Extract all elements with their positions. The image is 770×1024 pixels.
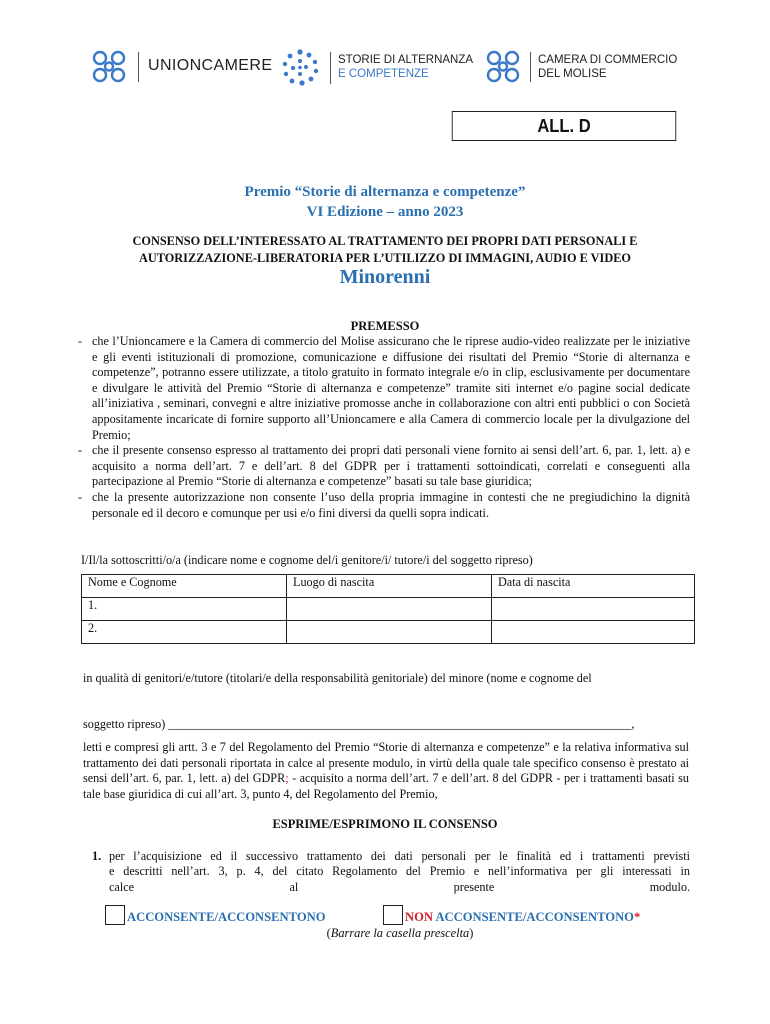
dash-bullet: - <box>78 334 83 348</box>
title-line2: VI Edizione – anno 2023 <box>306 204 464 220</box>
consent-item-number: 1. <box>92 849 102 863</box>
accept-checkbox[interactable] <box>105 905 125 925</box>
storie-line1: STORIE DI ALTERNANZA <box>338 54 474 66</box>
header-birthplace: Luogo di nascita <box>287 575 492 598</box>
signers-intro: I/Il/la sottoscritti/o/a (indicare nome e cognome del/i genitore/i/ tutore/i del soggetto ripreso) <box>81 553 533 567</box>
row-birthdate-cell[interactable] <box>492 621 695 644</box>
unioncamere-emblem-icon <box>90 48 130 86</box>
dash-bullet: - <box>78 489 83 504</box>
accept-label[interactable]: ACCONSENTE/ACCONSENTONO <box>127 910 326 924</box>
camera-emblem-icon <box>484 48 524 86</box>
camera-line2: DEL MOLISE <box>538 68 607 80</box>
heading-line1: CONSENSO DELL’INTERESSATO AL TRATTAMENTO DEI PROPRI DATI PERSONALI E <box>132 234 638 248</box>
dash-bullet: - <box>78 443 83 458</box>
storie-logo <box>280 48 480 88</box>
premesso-item: - che la presente autorizzazione non consente l’uso della propria immagine in contesti che ne pregiudichino la dignità personale ed il decoro e comunque per usi e/o fini diversi da quelli sopra indicati. <box>78 489 690 520</box>
consent-heading: ESPRIME/ESPRIMONO IL CONSENSO <box>272 817 498 831</box>
decline-checkbox[interactable] <box>383 905 403 925</box>
premesso-title: PREMESSO <box>350 319 420 333</box>
row-name-cell[interactable]: 2. <box>82 621 287 644</box>
guardian-text: in qualità di genitori/e/tutore (titolari/e della responsabilità genitoriale) del minore (nome e cognome del <box>83 671 592 685</box>
premesso-item: - che l’Unioncamere e la Camera di commercio del Molise assicurano che le riprese audio-video realizzate per le iniziative e gli eventi istituzionali di promozione, comunicazione e diffusione dei risultati del Premio “Storie di alternanza e competenze”, potranno essere utilizzate, a titolo gratuito in formato integrale e/o in clip, esclusivamente per documentare e divulgare le attività del Premio “Storie di alternanza e competenze” tramite siti internet e/o pagine social dedicate all’iniziativa , seminari, convegni e altre iniziative promosse anche in collaborazione con altri enti pubblici o con Società appositamente incaricate di fornire supporto all’Unioncamere e alla Camera di commercio locale per la divulgazione del Premio; <box>78 334 690 442</box>
consent-item-line: e descritti nell’art. 3, p. 4, del citato Regolamento del Premio e nell’informativa per gli interessati in <box>109 864 690 879</box>
consent-item-line: per l’acquisizione ed il successivo trattamento dei dati personali per le finalità ed i trattamenti previsti <box>109 849 690 863</box>
title-line1: Premio “Storie di alternanza e competenze” <box>244 184 526 200</box>
storie-dots-icon <box>280 48 320 88</box>
header-birthdate: Data di nascita <box>492 575 695 598</box>
row-name-cell[interactable]: 1. <box>82 598 287 621</box>
heading-subtitle: Minorenni <box>339 266 431 288</box>
unioncamere-logo <box>90 48 280 86</box>
premesso-item: - che il presente consenso espresso al trattamento dei propri dati personali viene fornito ai sensi dell’art. 6, par. 1, lett. a) e acquisito a norma dell’art. 7 e dell’art. 8 del GDPR per i trattamenti sottoindicati, correlati e conseguenti alla partecipazione al Premio “Storie di alternanza e competenze” basati su tale base giuridica; <box>78 443 690 489</box>
table-header-row <box>82 575 695 598</box>
unioncamere-name: UNIONCAMERE <box>148 57 273 74</box>
heading-line2: AUTORIZZAZIONE-LIBERATORIA PER L’UTILIZZO DI IMMAGINI, AUDIO E VIDEO <box>139 251 631 265</box>
subject-text[interactable]: soggetto ripreso) ____________________________________________________________________________, <box>83 717 635 731</box>
camera-line1: CAMERA DI COMMERCIO <box>538 54 678 66</box>
declaration-paragraph: letti e compresi gli artt. 3 e 7 del Regolamento del Premio “Storie di alternanza e competenze” e la relativa informativa sul trattamento dei dati personali riportata in calce al presente modulo, in virtù della quale tale specifico consenso è prestato ai sensi dell’art. 6, par. 1, lett. a) del GDPR; - acquisito a norma dell’art. 7 e dell’art. 8 del GDPR - per i trattamenti basati su tale base giuridica di cui all’art. 3, punto 4, del Regolamento del Premio, <box>83 740 689 801</box>
signers-table <box>81 574 695 644</box>
consent-item <box>92 849 690 895</box>
storie-line2: E COMPETENZE <box>338 68 429 80</box>
camera-commercio-logo <box>484 48 684 86</box>
attachment-label: ALL. D <box>452 111 676 141</box>
row-birthplace-cell[interactable] <box>287 621 492 644</box>
decline-label[interactable]: NON ACCONSENTE/ACCONSENTONO* <box>405 910 641 924</box>
declaration-mark: ; <box>285 771 289 786</box>
premesso-list <box>78 334 690 521</box>
row-birthdate-cell[interactable] <box>492 598 695 621</box>
row-birthplace-cell[interactable] <box>287 598 492 621</box>
selection-note: (Barrare la casella prescelta) <box>326 926 474 940</box>
consent-item-line: calce al presente modulo. <box>109 879 690 894</box>
header-name: Nome e Cognome <box>82 575 287 598</box>
table-row <box>82 598 695 621</box>
table-row <box>82 621 695 644</box>
